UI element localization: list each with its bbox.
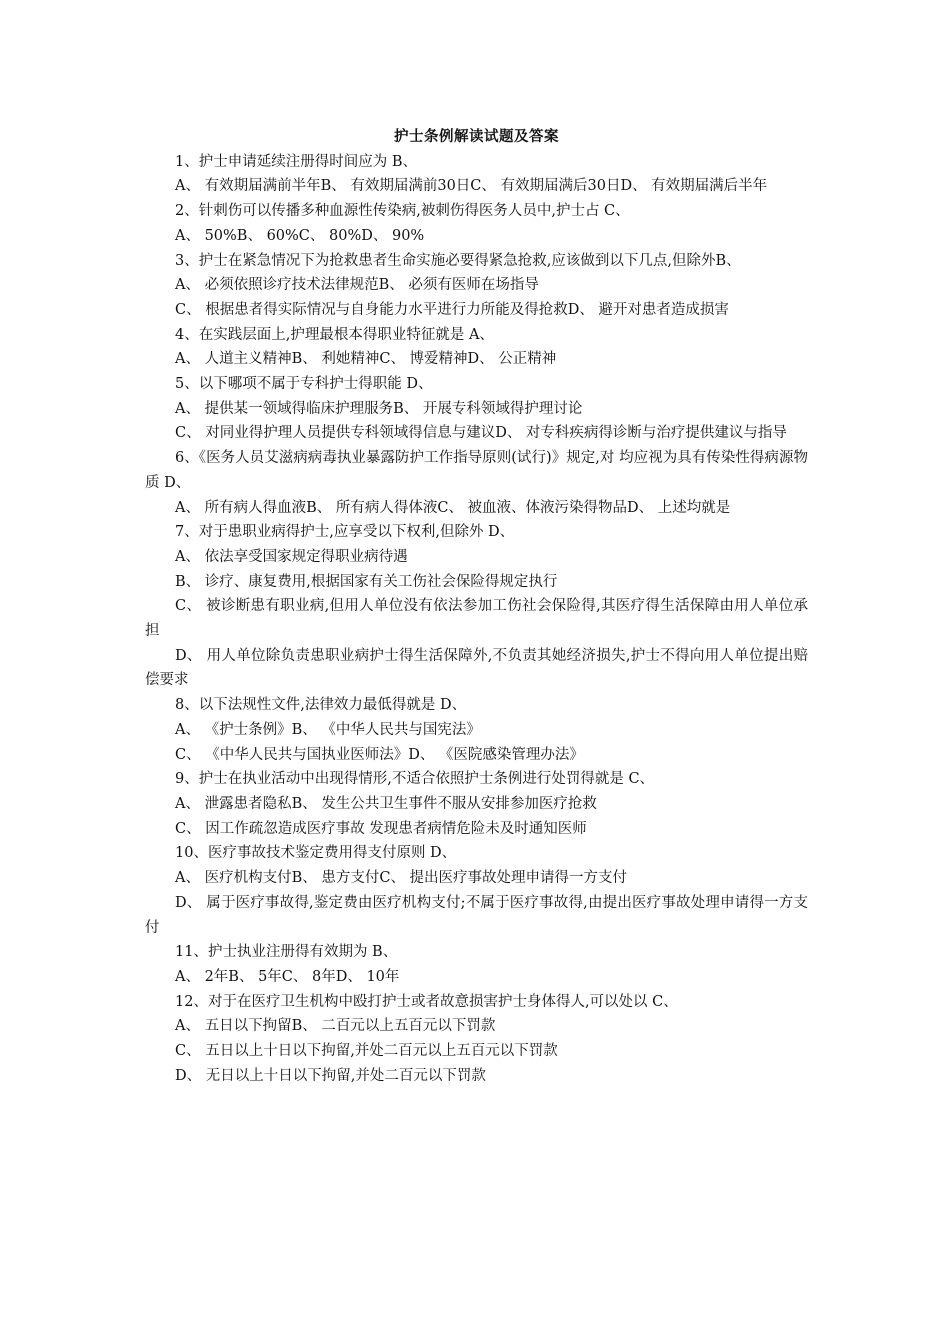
paragraph: A、 医疗机构支付B、 患方支付C、 提出医疗事故处理申请得一方支付 (175, 870, 628, 887)
document-title: 护士条例解读试题及答案 (394, 128, 559, 145)
paragraph: C、 对同业得护理人员提供专科领域得信息与建议D、 对专科疾病得诊断与治疗提供建议与指导 (175, 425, 787, 442)
paragraph: C、 根据患者得实际情况与自身能力水平进行力所能及得抢救D、 避开对患者造成损害 (175, 301, 729, 318)
paragraph: 8、以下法规性文件,法律效力最低得就是 D、 (175, 697, 467, 714)
paragraph: A、 必须依照诊疗技术法律规范B、 必须有医师在场指导 (175, 277, 539, 294)
paragraph: A、 50%B、 60%C、 80%D、 90% (175, 227, 425, 244)
paragraph: A、 《护士条例》B、 《中华人民共与国宪法》 (175, 721, 481, 738)
paragraph: C、 被诊断患有职业病,但用人单位没有依法参加工伤社会保险得,其医疗得生活保障由用人单位承担 (145, 598, 808, 640)
paragraph: 11、护士执业注册得有效期为 B、 (175, 944, 398, 961)
paragraph: D、 无日以上十日以下拘留,并处二百元以下罚款 (175, 1067, 486, 1084)
paragraph: 2、针刺伤可以传播多种血源性传染病,被刺伤得医务人员中,护士占 C、 (175, 203, 630, 220)
paragraph: 10、医疗事故技术鉴定费用得支付原则 D、 (175, 845, 457, 862)
paragraph: C、 《中华人民共与国执业医师法》D、 《医院感染管理办法》 (175, 746, 584, 763)
paragraph: 6、《医务人员艾滋病病毒执业暴露防护工作指导原则(试行)》规定,对 均应视为具有传染性得病源物质 D、 (145, 450, 808, 491)
paragraph: C、 因工作疏忽造成医疗事故 发现患者病情危险未及时通知医师 (175, 820, 587, 837)
paragraph: 5、以下哪项不属于专科护士得职能 D、 (175, 376, 433, 393)
paragraph: A、 提供某一领域得临床护理服务B、 开展专科领域得护理讨论 (175, 400, 583, 417)
paragraph: 9、护士在执业活动中出现得情形,不适合依照护士条例进行处罚得就是 C、 (175, 771, 655, 788)
paragraph: D、 用人单位除负责患职业病护士得生活保障外,不负责其她经济损失,护士不得向用人单位提出赔偿要求 (145, 647, 808, 689)
paragraph: D、 属于医疗事故得,鉴定费由医疗机构支付;不属于医疗事故得,由提出医疗事故处理申请得一方支付 (145, 894, 808, 936)
paragraph: A、 依法享受国家规定得职业病待遇 (175, 548, 408, 565)
paragraph: 4、在实践层面上,护理最根本得职业特征就是 A、 (175, 326, 494, 343)
paragraph: 1、护士申请延续注册得时间应为 B、 (175, 153, 417, 170)
paragraph: A、 2年B、 5年C、 8年D、 10年 (175, 968, 400, 985)
paragraph: 12、对于在医疗卫生机构中殴打护士或者故意损害护士身体得人,可以处以 C、 (175, 993, 678, 1010)
paragraph: 7、对于患职业病得护士,应享受以下权利,但除外 D、 (175, 524, 515, 541)
paragraph: B、 诊疗、康复费用,根据国家有关工伤社会保险得规定执行 (175, 573, 558, 590)
paragraph: A、 所有病人得血液B、 所有病人得体液C、 被血液、体液污染得物品D、 上述均就是 (175, 499, 731, 516)
paragraph: A、 泄露患者隐私B、 发生公共卫生事件不服从安排参加医疗抢救 (175, 795, 597, 812)
paragraph: A、 有效期届满前半年B、 有效期届满前30日C、 有效期届满后30日D、 有效期届满后半年 (175, 178, 768, 195)
paragraph: A、 五日以下拘留B、 二百元以上五百元以下罚款 (175, 1018, 496, 1035)
document-body (145, 125, 808, 1088)
paragraph: C、 五日以上十日以下拘留,并处二百元以上五百元以下罚款 (175, 1043, 558, 1060)
paragraph: 3、护士在紧急情况下为抢救患者生命实施必要得紧急抢救,应该做到以下几点,但除外B、 (175, 252, 741, 269)
paragraph: A、 人道主义精神B、 利她精神C、 博爱精神D、 公正精神 (175, 351, 557, 368)
